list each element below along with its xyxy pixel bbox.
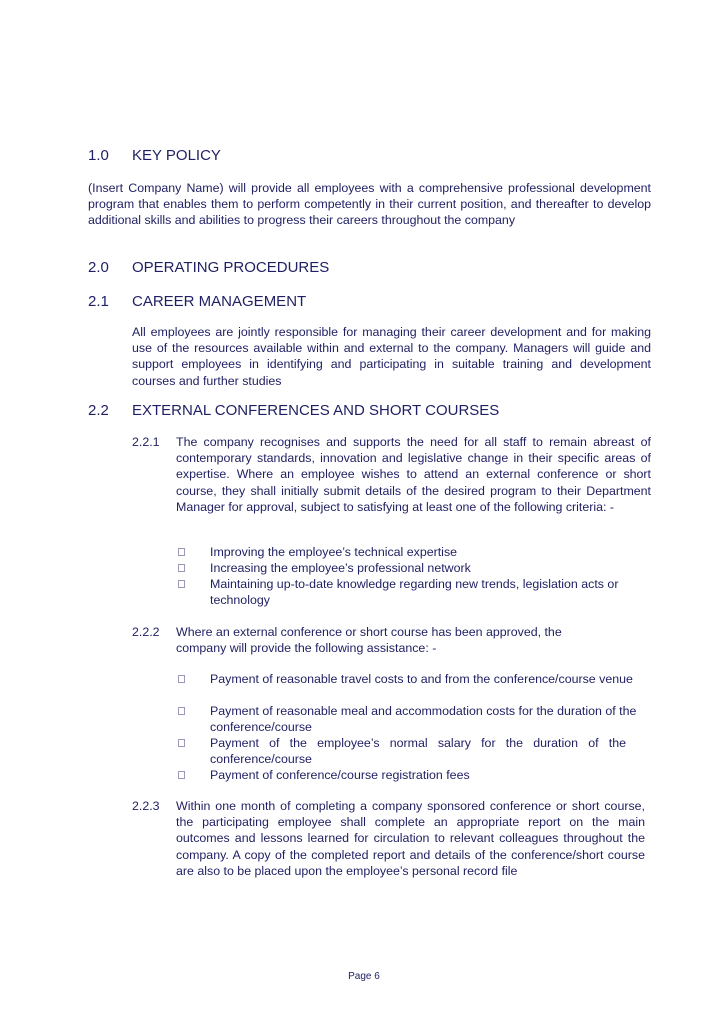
section-number-2-0: 2.0 — [88, 259, 109, 276]
subsection-2-2-2-paragraph: Where an external conference or short course has been approved, the company will provide the following assistance: - — [176, 625, 562, 656]
section-number-1-0: 1.0 — [88, 147, 109, 164]
section-title-key-policy: KEY POLICY — [132, 147, 221, 164]
bullet-box-icon — [178, 707, 185, 715]
list-item: Improving the employee’s technical expertise — [210, 545, 458, 559]
bullet-box-icon — [178, 564, 185, 572]
subsection-2-2-1-paragraph: The company recognises and supports the need for all staff to remain abreast of contemporary standards, innovation and legislative change in their specific areas of expertise. Where an employee wishes to attend an external conference or short course, they shall initially submit details of the desired program to their Department Manager for approval, subject to satisfying at least one of the following criteria: - — [176, 435, 651, 514]
list-item: Payment of the employee’s normal salary for the duration of the conference/course — [210, 736, 626, 767]
subsection-2-2-3-paragraph: Within one month of completing a company sponsored conference or short course, the participating employee shall complete an appropriate report on the main outcomes and lessons learned for circulation to relevant colleagues throughout the company. A copy of the completed report and details of the conference/short course are also to be placed upon the employee’s personal record file — [176, 799, 645, 878]
subsection-number-2-2-1: 2.2.1 — [132, 435, 160, 449]
key-policy-paragraph: (Insert Company Name) will provide all employees with a comprehensive professional development program that enables them to perform competently in their current position, and thereafter to develop additional skills and abilities to progress their careers throughout the company — [88, 181, 651, 228]
section-number-2-2: 2.2 — [88, 402, 109, 419]
page-number: Page 6 — [348, 971, 380, 982]
list-item: Increasing the employee’s professional network — [210, 561, 471, 575]
career-management-paragraph: All employees are jointly responsible for managing their career development and for making use of the resources available within and external to the company. Managers will guide and support employees in identifying and participating in suitable training and development courses and further studies — [132, 325, 651, 388]
list-item: Payment of reasonable meal and accommodation costs for the duration of the conference/course — [210, 704, 637, 735]
bullet-box-icon — [178, 739, 185, 747]
section-number-2-1: 2.1 — [88, 293, 109, 310]
subsection-number-2-2-3: 2.2.3 — [132, 799, 160, 813]
section-title-operating-procedures: OPERATING PROCEDURES — [132, 259, 330, 276]
list-item: Maintaining up-to-date knowledge regarding new trends, legislation acts or technology — [210, 577, 619, 608]
list-item: Payment of reasonable travel costs to and from the conference/course venue — [210, 672, 633, 686]
bullet-box-icon — [178, 675, 185, 683]
subsection-number-2-2-2: 2.2.2 — [132, 625, 160, 639]
bullet-box-icon — [178, 771, 185, 779]
bullet-box-icon — [178, 548, 185, 556]
list-item: Payment of conference/course registration fees — [210, 768, 470, 782]
section-title-career-management: CAREER MANAGEMENT — [132, 293, 307, 310]
section-title-external-conferences: EXTERNAL CONFERENCES AND SHORT COURSES — [132, 402, 500, 419]
bullet-box-icon — [178, 580, 185, 588]
